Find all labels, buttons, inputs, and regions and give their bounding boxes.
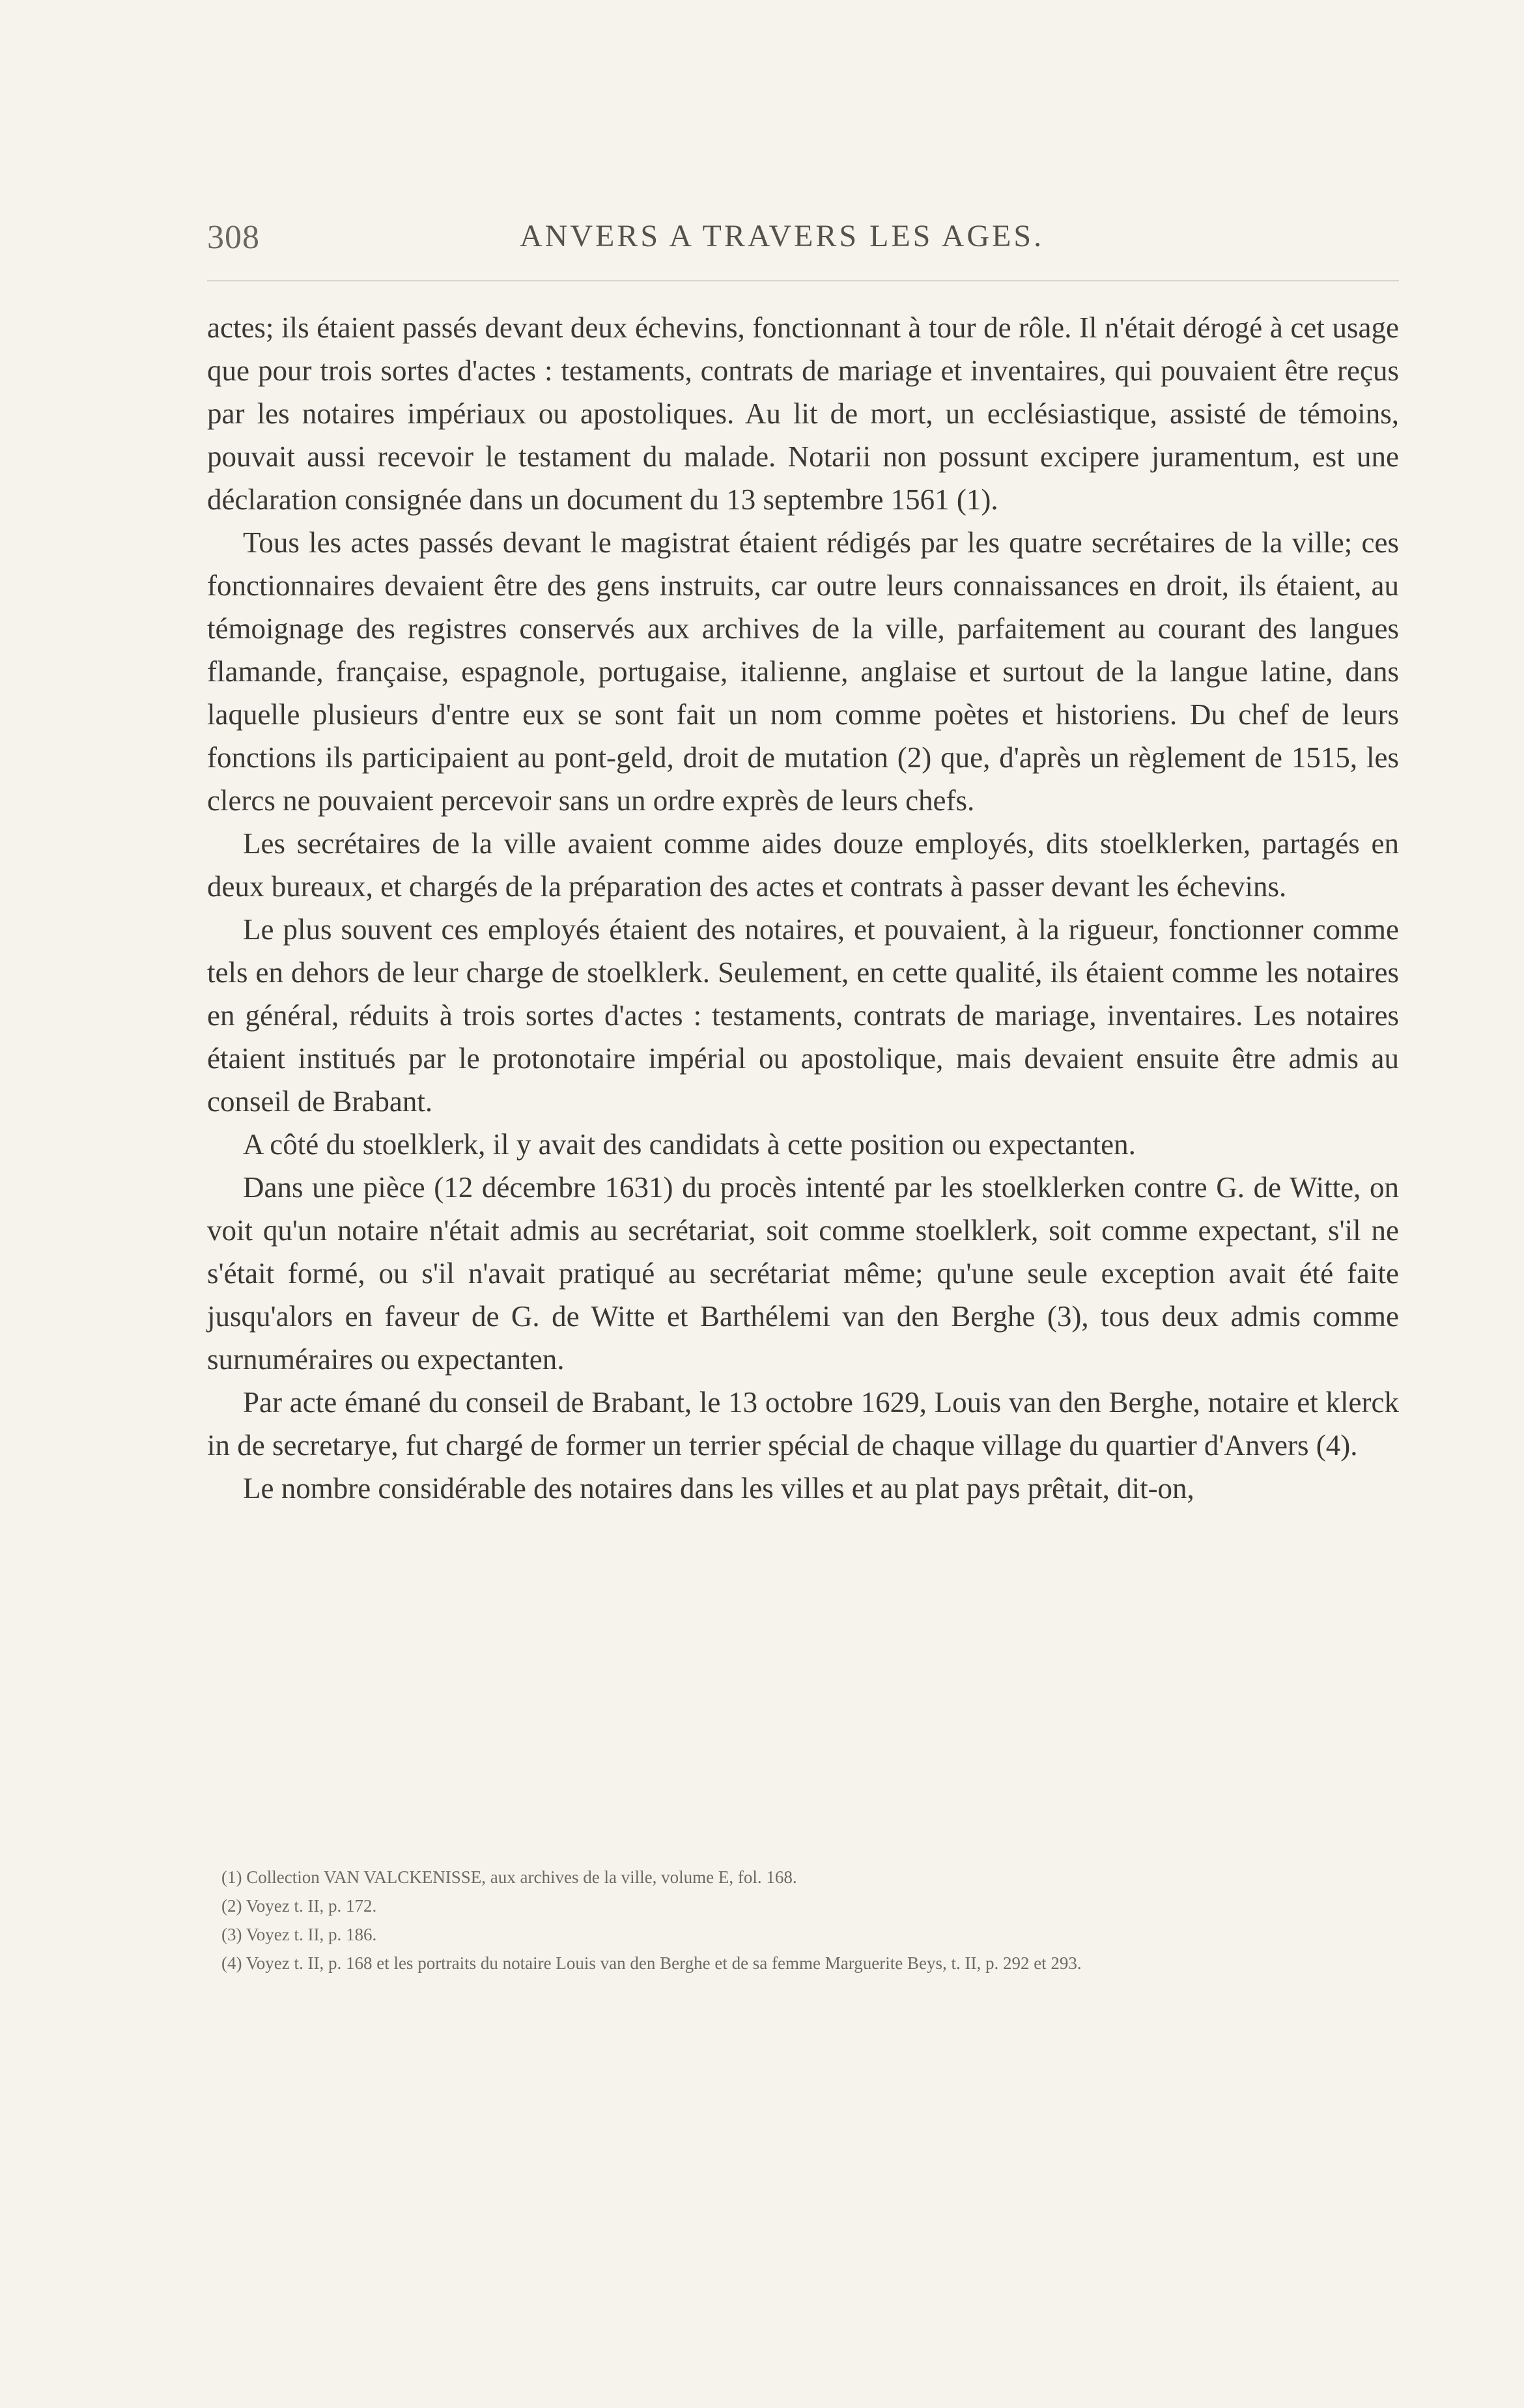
paragraph: Le nombre considérable des notaires dans les villes et au plat pays prêtait, dit-on, <box>243 1472 1194 1505</box>
paragraph: A côté du stoelklerk, il y avait des candidats à cette position ou expectanten. <box>243 1128 1136 1161</box>
footnote: (2) Voyez t. II, p. 172. <box>221 1896 377 1916</box>
paragraph: Tous les actes passés devant le magistrat étaient rédigés par les quatre secrétaires de la ville; ces fonctionnaires devaient être des gens instruits, car outre leurs connaissances en droit, ils étaient, au témoignage des registres conservés aux archives de la ville, parfaitement au courant des langues flamande, française, espagnole, portugaise, italienne, anglaise et surtout de la langue latine, dans laquelle plusieurs d'entre eux se sont fait un nom comme poètes et historiens. Du chef de leurs fonctions ils participaient au pont-geld, droit de mutation (2) que, d'après un règlement de 1515, les clercs ne pouvaient percevoir sans un ordre exprès de leurs chefs. <box>207 526 1399 817</box>
footnote: (3) Voyez t. II, p. 186. <box>221 1925 377 1944</box>
page-header <box>207 218 1399 270</box>
footnote: (4) Voyez t. II, p. 168 et les portraits du notaire Louis van den Berghe et de sa femme Marguerite Beys, t. II, p. 292 et 293. <box>221 1953 1082 1973</box>
header-rule <box>207 280 1399 281</box>
paragraph: actes; ils étaient passés devant deux échevins, fonctionnant à tour de rôle. Il n'était dérogé à cet usage que pour trois sortes d'actes : testaments, contrats de mariage et inventaires, qui pouvaient être reçus par les notaires impériaux ou apostoliques. Au lit de mort, un ecclésiastique, assisté de témoins, pouvait aussi recevoir le testament du malade. Notarii non possunt excipere juramentum, est une déclaration consignée dans un document du 13 septembre 1561 (1). <box>207 311 1399 516</box>
page-number: 308 <box>207 219 260 256</box>
paragraph: Par acte émané du conseil de Brabant, le 13 octobre 1629, Louis van den Berghe, notaire et klerck in de secretarye, fut chargé de former un terrier spécial de chaque village du quartier d'Anvers (4). <box>207 1386 1399 1462</box>
footnote: (1) Collection VAN VALCKENISSE, aux archives de la ville, volume E, fol. 168. <box>221 1867 797 1887</box>
footnotes <box>207 1863 1399 1977</box>
paragraph: Le plus souvent ces employés étaient des notaires, et pouvaient, à la rigueur, fonctionner comme tels en dehors de leur charge de stoelklerk. Seulement, en cette qualité, ils étaient comme les notaires en général, réduits à trois sortes d'actes : testaments, contrats de mariage, inventaires. Les notaires étaient institués par le protonotaire impérial ou apostolique, mais devaient ensuite être admis au conseil de Brabant. <box>207 913 1399 1118</box>
paragraph: Dans une pièce (12 décembre 1631) du procès intenté par les stoelklerken contre G. de Witte, on voit qu'un notaire n'était admis au secrétariat, soit comme stoelklerk, soit comme expectant, s'il ne s'était formé, ou s'il n'avait pratiqué au secrétariat même; qu'une seule exception avait été faite jusqu'alors en faveur de G. de Witte et Barthélemi van den Berghe (3), tous deux admis comme surnuméraires ou expectanten. <box>207 1171 1399 1376</box>
paragraph: Les secrétaires de la ville avaient comme aides douze employés, dits stoelklerken, partagés en deux bureaux, et chargés de la préparation des actes et contrats à passer devant les échevins. <box>207 827 1399 903</box>
running-title: ANVERS A TRAVERS LES AGES. <box>520 219 1045 253</box>
body-text <box>207 306 1399 1510</box>
